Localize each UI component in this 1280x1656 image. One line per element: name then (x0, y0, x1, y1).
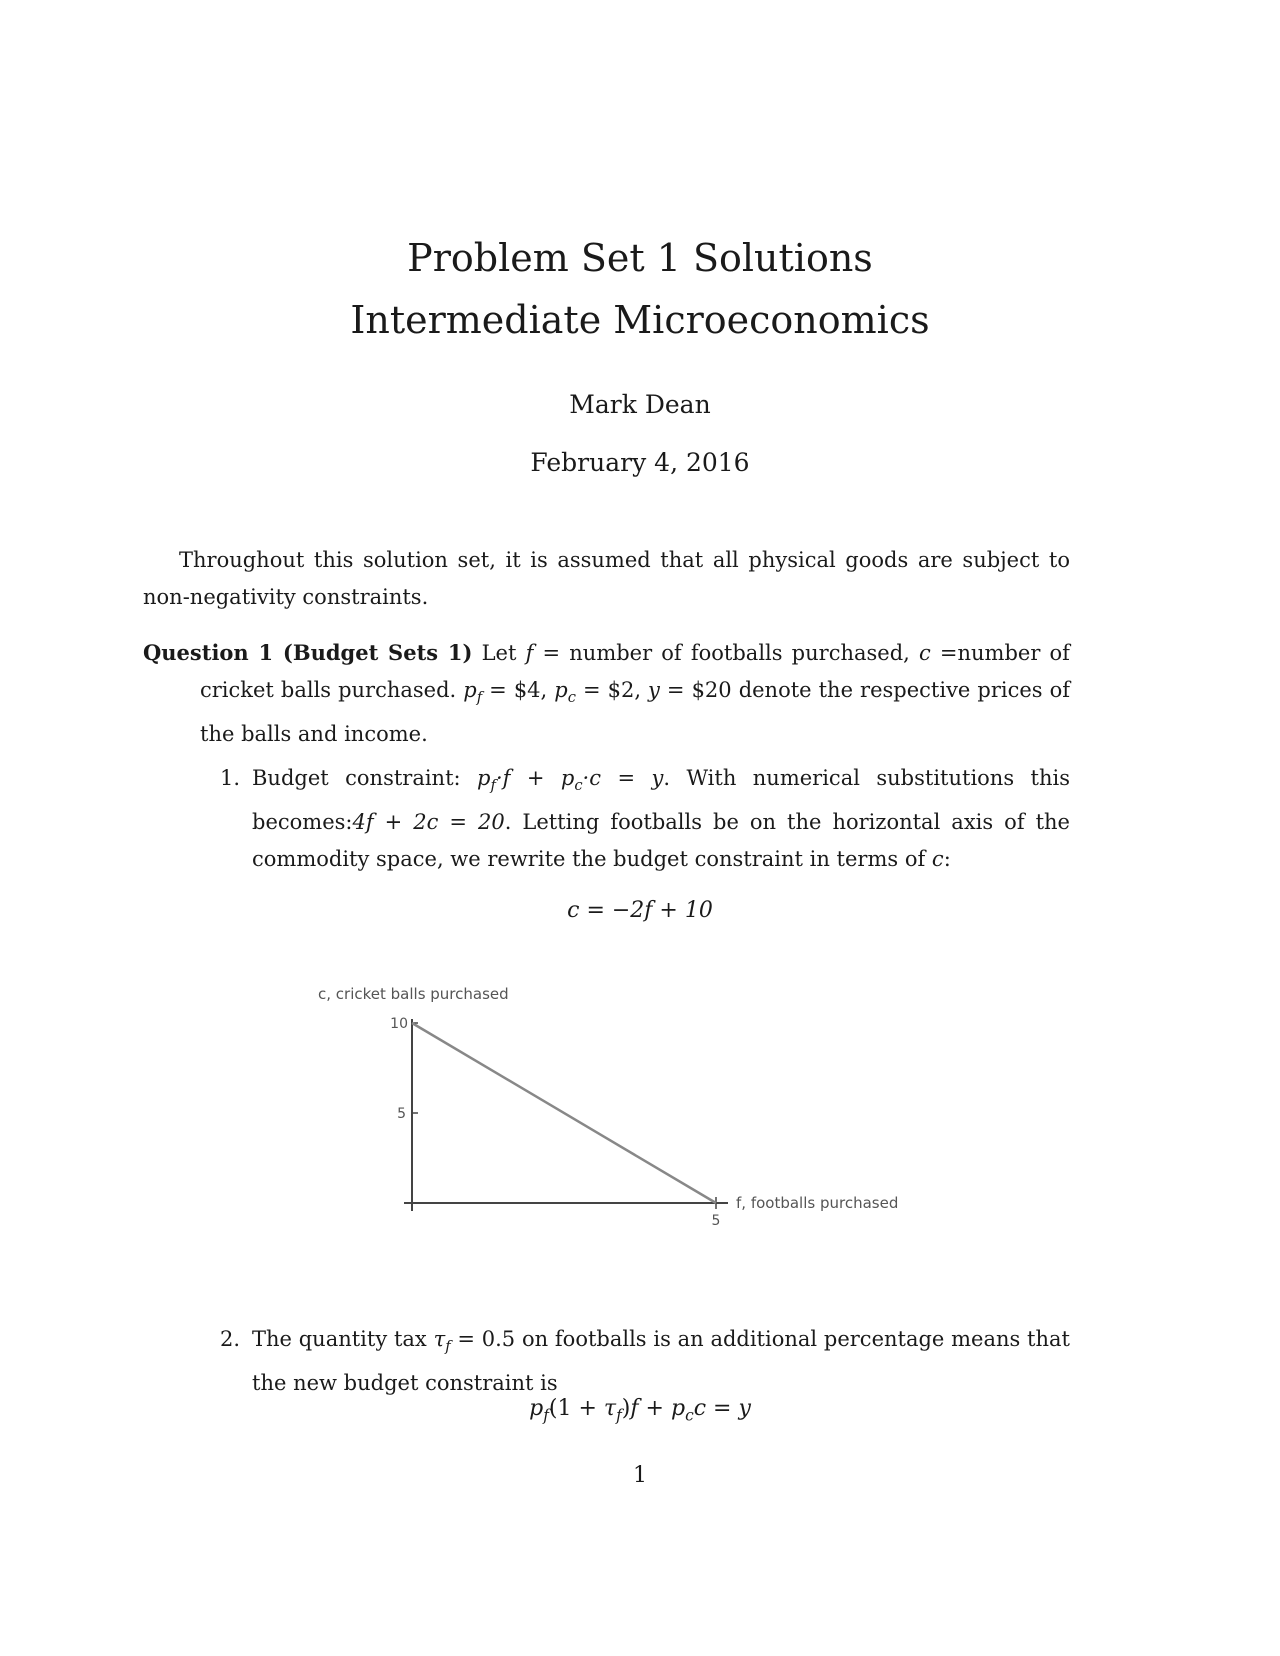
item-2-number: 2. (220, 1327, 241, 1351)
x-axis-label: f, footballs purchased (736, 1194, 899, 1212)
title-line-1: Problem Set 1 Solutions (407, 236, 873, 280)
intro-text: Throughout this solution set, it is assumed that all physical goods are subject to non-negativity constraints. (143, 548, 1070, 609)
item-1-text-c: . Letting footballs be on the horizontal axis of the commodity space, we rewrite the budget constraint in terms of (252, 810, 1070, 872)
budget-constraint-graph (300, 975, 920, 1245)
item-1-paragraph (252, 760, 1070, 878)
author: Mark Dean (569, 390, 711, 419)
q1-text-footballs: = number of footballs purchased, (542, 641, 910, 665)
question-1 (143, 634, 1070, 753)
question-1-heading: Question 1 (Budget Sets 1) (143, 640, 473, 665)
var-f: f (525, 641, 534, 665)
q1-text-let: Let (481, 641, 517, 665)
budget-line (412, 1023, 716, 1203)
item-1-number: 1. (220, 766, 241, 790)
item-1-text-b: . With numerical substitutions this becomes: (252, 766, 1070, 835)
q1-text-denote: denote the respective prices of the balls and income. (200, 678, 1070, 747)
display-equation-2: $p_f(1 + \tau_f)f + p_cc = y$ (529, 1396, 751, 1425)
var-c: c (918, 641, 931, 665)
item-1-constraint: $p_f\cdot f + p_c\cdot c = y$ (477, 766, 664, 795)
item-1-text-a: Budget constraint: (252, 766, 461, 790)
q1-text-cricket: =number of cricket balls purchased. (200, 641, 1070, 702)
display-equation-1: c = −2f + 10 (567, 898, 713, 923)
item-1-text-d: : (943, 847, 951, 872)
tax-value: = 0.5 (457, 1327, 516, 1351)
item-2-text-b: on footballs is an additional percentage means that the new budget constraint is (252, 1327, 1070, 1396)
item-1-numeric-eq: 4f + 2c = 20 (352, 810, 505, 835)
title-line-2: Intermediate Microeconomics (350, 298, 930, 342)
y-axis-label: c, cricket balls purchased (318, 985, 509, 1003)
intro-paragraph (143, 542, 1070, 616)
item-2-paragraph (252, 1321, 1070, 1402)
item-1-var-c: c (931, 847, 944, 872)
date: February 4, 2016 (530, 448, 750, 477)
y-tick-label-5: 5 (397, 1106, 406, 1122)
tax-symbol: $\tau_f$ (433, 1327, 451, 1356)
x-tick-label-5: 5 (711, 1213, 721, 1229)
y-tick-label-10: 10 (390, 1016, 408, 1032)
q1-prices: $p_f$ = $4, $p_c$ = $2, y = $20 (463, 678, 732, 707)
item-2-text-a: The quantity tax (252, 1327, 427, 1351)
page-number: 1 (633, 1463, 647, 1488)
